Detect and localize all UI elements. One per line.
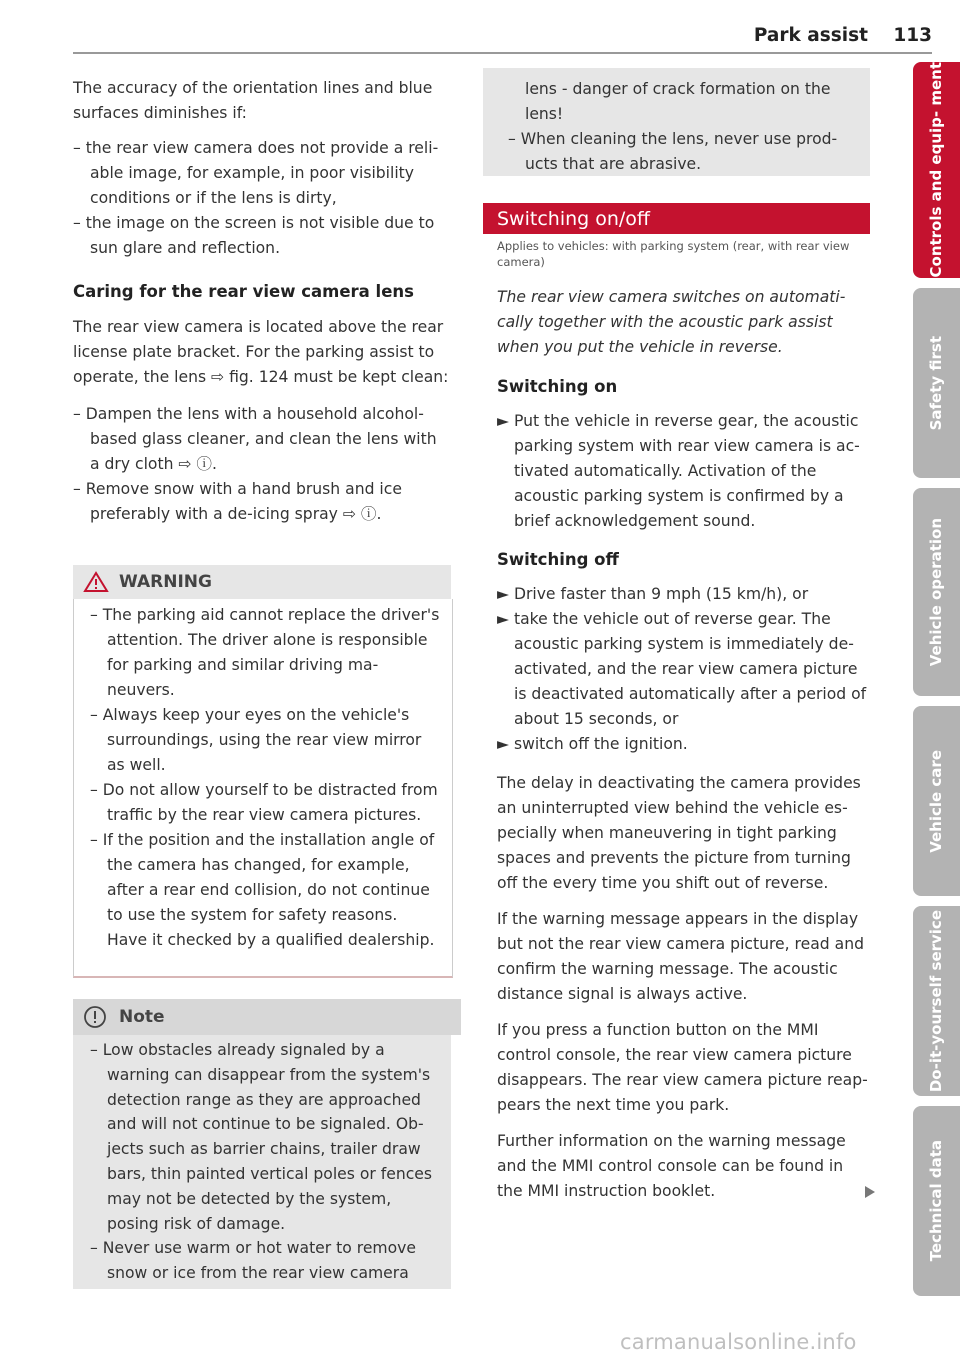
continued-note-text bbox=[497, 77, 852, 177]
watermark: carmanualsonline.info bbox=[620, 1330, 857, 1354]
warning-item: – Do not allow yourself to be distracted from traffic by the rear view camera pictures. bbox=[90, 781, 438, 824]
body-paragraph: If the warning message appears in the display but not the rear view camera picture, read and confirm the warning message. The acoustic distance signal is always active. bbox=[497, 910, 864, 1003]
intro-item: – the rear view camera does not provide a reliable image, for example, in poor visibility conditions or if the lens is dirty, bbox=[73, 139, 439, 207]
tab-label: Controls and equip- ment bbox=[927, 62, 945, 278]
warning-triangle-icon bbox=[83, 571, 109, 593]
switching-on-item: ► Put the vehicle in reverse gear, the acoustic parking system with rear view camera is activated automatically. Activation of the acoustic parking system is confirmed by a brief acknowledgement sound. bbox=[497, 412, 860, 530]
section-banner: Switching on/off bbox=[483, 203, 870, 234]
tab-technical-data[interactable] bbox=[913, 1106, 960, 1296]
left-column bbox=[73, 76, 451, 527]
tab-do-it-yourself-service[interactable] bbox=[913, 906, 960, 1096]
caring-paragraph: The rear view camera is located above the rear license plate bracket. For the parking assist to operate, the lens ⇨ fig. 124 must be kept clean: bbox=[73, 318, 449, 386]
body-paragraph: The delay in deactivating the camera provides an uninterrupted view behind the vehicle especially when maneuvering in tight parking spaces and prevents the picture from turning off the every time you shift out of reverse. bbox=[497, 774, 861, 892]
switching-on-heading: Switching on bbox=[497, 377, 618, 396]
note-item: – Never use warm or hot water to remove snow or ice from the rear view camera bbox=[90, 1239, 416, 1283]
warning-text bbox=[90, 603, 440, 953]
caring-heading: Caring for the rear view camera lens bbox=[73, 282, 414, 301]
warning-header bbox=[73, 565, 451, 599]
intro-item: – the image on the screen is not visible due to sun glare and reflection. bbox=[73, 214, 435, 257]
caring-item: – Remove snow with a hand brush and ice preferably with a de-icing spray ⇨ ⓘ. bbox=[73, 480, 402, 523]
note-header bbox=[73, 999, 461, 1035]
tab-vehicle-operation[interactable] bbox=[913, 488, 960, 696]
intro-italic: The rear view camera switches on automatically together with the acoustic park assist when you put the vehicle in reverse. bbox=[497, 288, 846, 356]
note-item: – Low obstacles already signaled by a warning can disappear from the system's detection range as they are approached and will not continue to be signaled. Objects such as barrier chains, trailer draw bars, thin painted vertical poles or fences may not be detected by the system, posing risk of damage. bbox=[90, 1041, 433, 1233]
tab-controls-and-equipment[interactable] bbox=[913, 62, 960, 278]
switching-off-item: ► switch off the ignition. bbox=[497, 735, 688, 753]
right-column-body bbox=[497, 285, 871, 1204]
tab-safety-first[interactable] bbox=[913, 288, 960, 478]
tab-vehicle-care[interactable] bbox=[913, 706, 960, 896]
note-title: Note bbox=[119, 1007, 165, 1027]
continued-line: – When cleaning the lens, never use products that are abrasive. bbox=[508, 130, 838, 173]
switching-off-heading: Switching off bbox=[497, 550, 619, 569]
tab-label: Vehicle care bbox=[927, 749, 945, 853]
page-number: 113 bbox=[893, 25, 932, 46]
warning-title: WARNING bbox=[119, 572, 212, 592]
info-circle-icon bbox=[83, 1005, 107, 1029]
body-paragraph: If you press a function button on the MMI control console, the rear view camera picture disappears. The rear view camera picture reappears the next time you park. bbox=[497, 1021, 868, 1114]
header-divider bbox=[73, 52, 932, 54]
applies-to-note: Applies to vehicles: with parking system (rear, with rear view camera) bbox=[497, 239, 850, 269]
continue-arrow-icon bbox=[865, 1186, 875, 1198]
tab-label: Vehicle operation bbox=[927, 517, 945, 667]
note-text bbox=[90, 1038, 440, 1286]
tab-label: Do-it-yourself service bbox=[927, 909, 945, 1093]
intro-paragraph: The accuracy of the orientation lines and blue surfaces diminishes if: bbox=[73, 79, 433, 122]
tab-label: Safety first bbox=[927, 335, 945, 431]
continued-line: lens - danger of crack formation on the lens! bbox=[525, 80, 831, 123]
tab-label: Technical data bbox=[927, 1140, 945, 1262]
running-header-title: Park assist bbox=[753, 25, 868, 46]
warning-item: – The parking aid cannot replace the driver's attention. The driver alone is responsible for parking and similar driving maneuvers. bbox=[90, 606, 440, 699]
switching-off-item: ► take the vehicle out of reverse gear. The acoustic parking system is immediately deactivated, and the rear view camera picture is deactivated automatically after a period of about 15 seconds, or bbox=[497, 610, 867, 728]
warning-item: – If the position and the installation angle of the camera has changed, for example, after a rear end collision, do not continue to use the system for safety reasons. Have it checked by a qualified dealership. bbox=[90, 831, 435, 949]
warning-item: – Always keep your eyes on the vehicle's surroundings, using the rear view mirror as well. bbox=[90, 706, 422, 774]
caring-item: – Dampen the lens with a household alcohol-based glass cleaner, and clean the lens with a dry cloth ⇨ ⓘ. bbox=[73, 405, 437, 473]
body-paragraph: Further information on the warning message and the MMI control console can be found in the MMI instruction booklet. bbox=[497, 1132, 846, 1200]
switching-off-item: ► Drive faster than 9 mph (15 km/h), or bbox=[497, 585, 809, 603]
